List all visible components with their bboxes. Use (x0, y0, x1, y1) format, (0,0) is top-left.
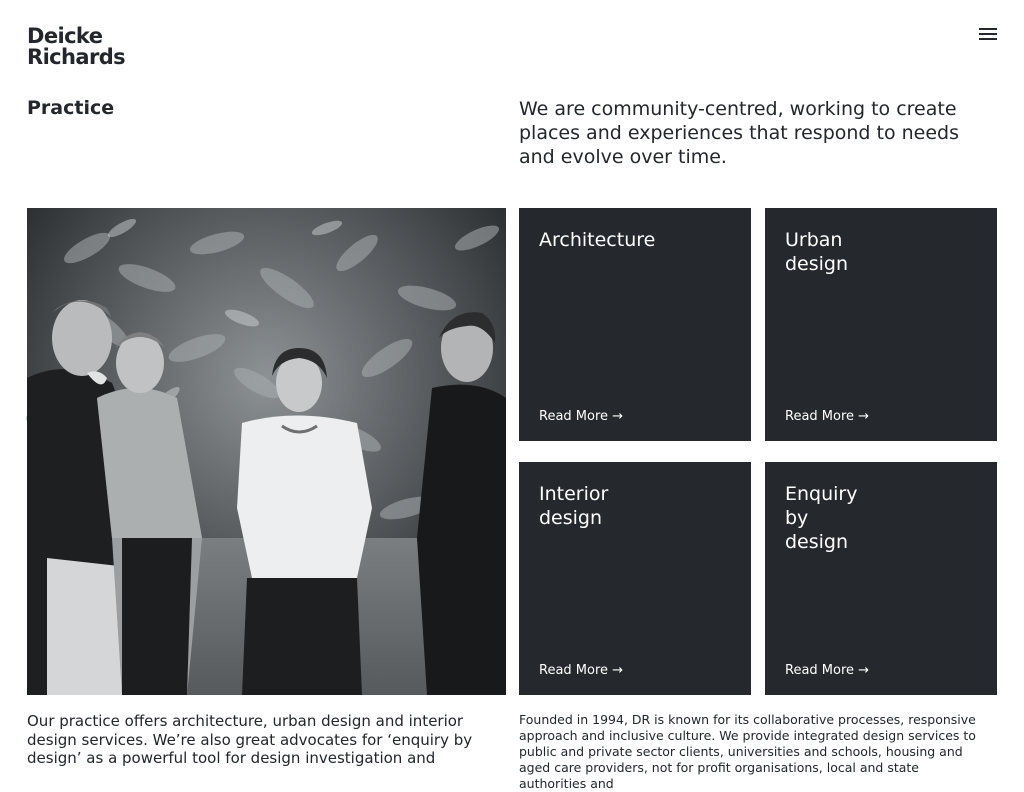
logo-line-2: Richards (27, 45, 126, 69)
read-more-link[interactable]: Read More → (785, 409, 870, 424)
card-interior-design[interactable] (519, 462, 751, 695)
read-more-link[interactable]: Read More → (785, 663, 870, 678)
practice-history: Founded in 1994, DR is known for its collaborative processes, responsive approach and inclusive culture. We provide integrated design services to public and private sector clients, universities and schools, housing and aged care providers, not for profit organisations, local and state authorities and (519, 712, 976, 791)
team-photo (27, 208, 506, 695)
intro-text: We are community-centred, working to create places and experiences that respond to needs and evolve over time. (519, 98, 960, 168)
card-urban-design[interactable] (765, 208, 997, 441)
practice-description: Our practice offers architecture, urban design and interior design services. We’re also great advocates for ‘enquiry by design’ as a powerful tool for design investigation and (27, 712, 473, 767)
card-title: Enquiry by design (785, 483, 858, 553)
card-title: Architecture (539, 229, 656, 251)
card-enquiry-by-design[interactable] (765, 462, 997, 695)
logo[interactable] (27, 26, 125, 68)
card-architecture[interactable] (519, 208, 751, 441)
card-title: Interior design (539, 483, 609, 529)
read-more-link[interactable]: Read More → (539, 409, 624, 424)
logo-line-1: Deicke (27, 24, 103, 48)
card-title: Urban design (785, 229, 849, 275)
hamburger-menu-icon[interactable] (976, 24, 1000, 44)
read-more-link[interactable]: Read More → (539, 663, 624, 678)
page-title: Practice (27, 97, 115, 119)
